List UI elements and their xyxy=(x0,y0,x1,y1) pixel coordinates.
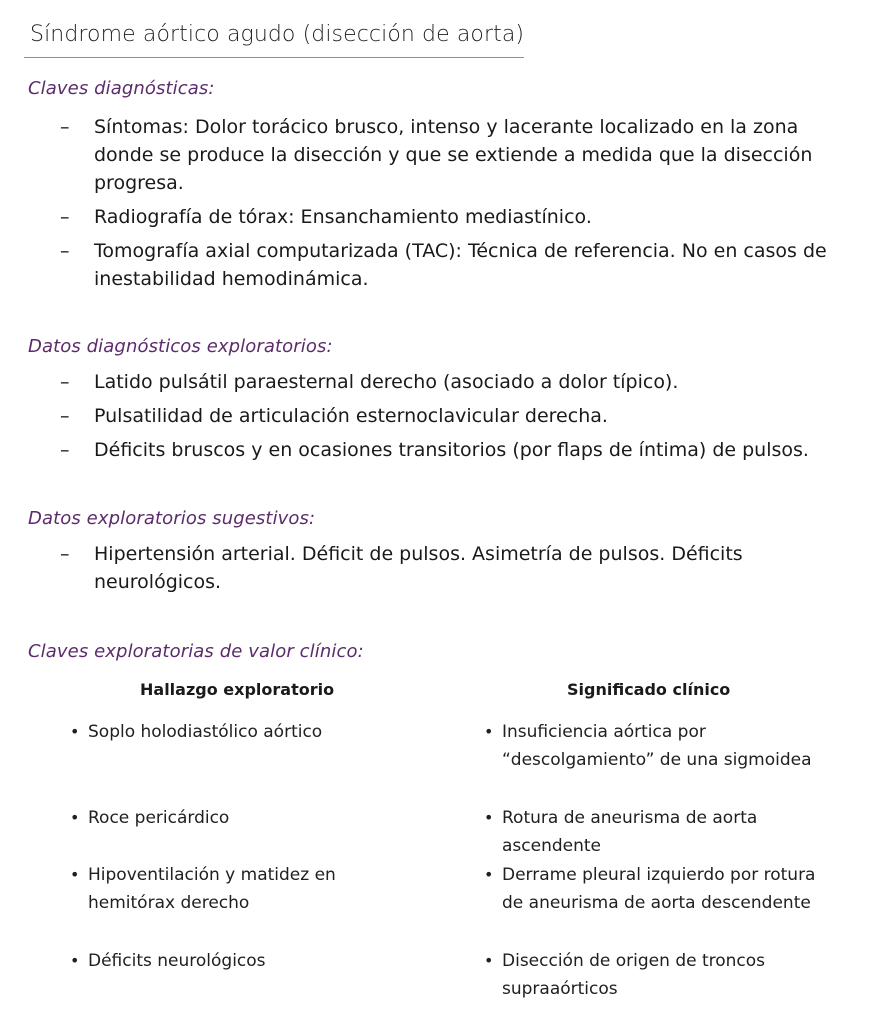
table-row xyxy=(484,947,824,1003)
significado-text: Derrame pleural izquierdo por rotura de aneurisma de aorta descendente xyxy=(502,865,816,913)
hallazgo-text: Hipoventilación y matidez en hemitórax derecho xyxy=(88,865,336,913)
table-header-significado: Significado clínico xyxy=(567,680,731,699)
bullet-marker: • xyxy=(484,951,494,970)
significado-text: Insuficiencia aórtica por “descolgamiento” de una sigmoidea xyxy=(502,722,812,770)
dash-list-item xyxy=(60,402,860,430)
bullet-marker: • xyxy=(70,808,80,827)
bullet-marker: • xyxy=(484,865,494,884)
document-title: Síndrome aórtico agudo (disección de aorta) xyxy=(30,22,525,47)
table-row xyxy=(70,718,400,746)
table-row xyxy=(484,718,824,774)
dash-list-item xyxy=(60,540,860,596)
dash-marker: – xyxy=(60,371,70,393)
dash-marker: – xyxy=(60,405,70,427)
table-row xyxy=(70,804,400,832)
dash-list-item xyxy=(60,203,860,231)
dash-list-item xyxy=(60,113,860,197)
dash-list-item xyxy=(60,436,860,464)
list-item-text: Radiografía de tórax: Ensanchamiento mediastínico. xyxy=(94,206,592,228)
dash-marker: – xyxy=(60,543,70,565)
list-item-text: Déficits bruscos y en ocasiones transitorios (por flaps de íntima) de pulsos. xyxy=(94,439,809,461)
significado-text: Rotura de aneurisma de aorta ascendente xyxy=(502,808,758,856)
table-row xyxy=(484,861,824,917)
significado-text: Disección de origen de troncos supraaórticos xyxy=(502,951,766,999)
dash-marker: – xyxy=(60,206,70,228)
section-title-datos-exploratorios-sugestivos: Datos exploratorios sugestivos: xyxy=(28,508,316,529)
list-item-text: Hipertensión arterial. Déficit de pulsos. Asimetría de pulsos. Déficits neurológicos. xyxy=(94,543,743,593)
list-item-text: Pulsatilidad de articulación esternoclavicular derecha. xyxy=(94,405,608,427)
table-row xyxy=(484,804,824,860)
dash-list-item xyxy=(60,237,860,293)
table-header-hallazgo: Hallazgo exploratorio xyxy=(140,680,335,699)
hallazgo-text: Roce pericárdico xyxy=(88,808,230,828)
title-rule xyxy=(24,57,524,58)
dash-marker: – xyxy=(60,439,70,461)
list-item-text: Tomografía axial computarizada (TAC): Técnica de referencia. No en casos de inestabilidad hemodinámica. xyxy=(94,240,827,290)
hallazgo-text: Déficits neurológicos xyxy=(88,951,266,971)
section-title-claves-diagnosticas: Claves diagnósticas: xyxy=(28,78,215,99)
table-row xyxy=(70,861,400,917)
bullet-marker: • xyxy=(484,722,494,741)
table-row xyxy=(70,947,400,975)
list-item-text: Latido pulsátil paraesternal derecho (asociado a dolor típico). xyxy=(94,371,679,393)
bullet-marker: • xyxy=(70,865,80,884)
dash-list-item xyxy=(60,368,860,396)
datos-exploratorios-sugestivos-list xyxy=(60,540,860,602)
section-title-datos-diagnosticos-exploratorios: Datos diagnósticos exploratorios: xyxy=(28,336,333,357)
claves-diagnosticas-list xyxy=(60,113,860,299)
dash-marker: – xyxy=(60,116,70,138)
bullet-marker: • xyxy=(70,951,80,970)
dash-marker: – xyxy=(60,240,70,262)
list-item-text: Síntomas: Dolor torácico brusco, intenso y lacerante localizado en la zona donde se produce la disección y que se extiende a medida que la disección progresa. xyxy=(94,116,813,194)
bullet-marker: • xyxy=(484,808,494,827)
datos-diagnosticos-list xyxy=(60,368,860,470)
bullet-marker: • xyxy=(70,722,80,741)
hallazgo-text: Soplo holodiastólico aórtico xyxy=(88,722,323,742)
section-title-claves-exploratorias: Claves exploratorias de valor clínico: xyxy=(28,641,364,662)
